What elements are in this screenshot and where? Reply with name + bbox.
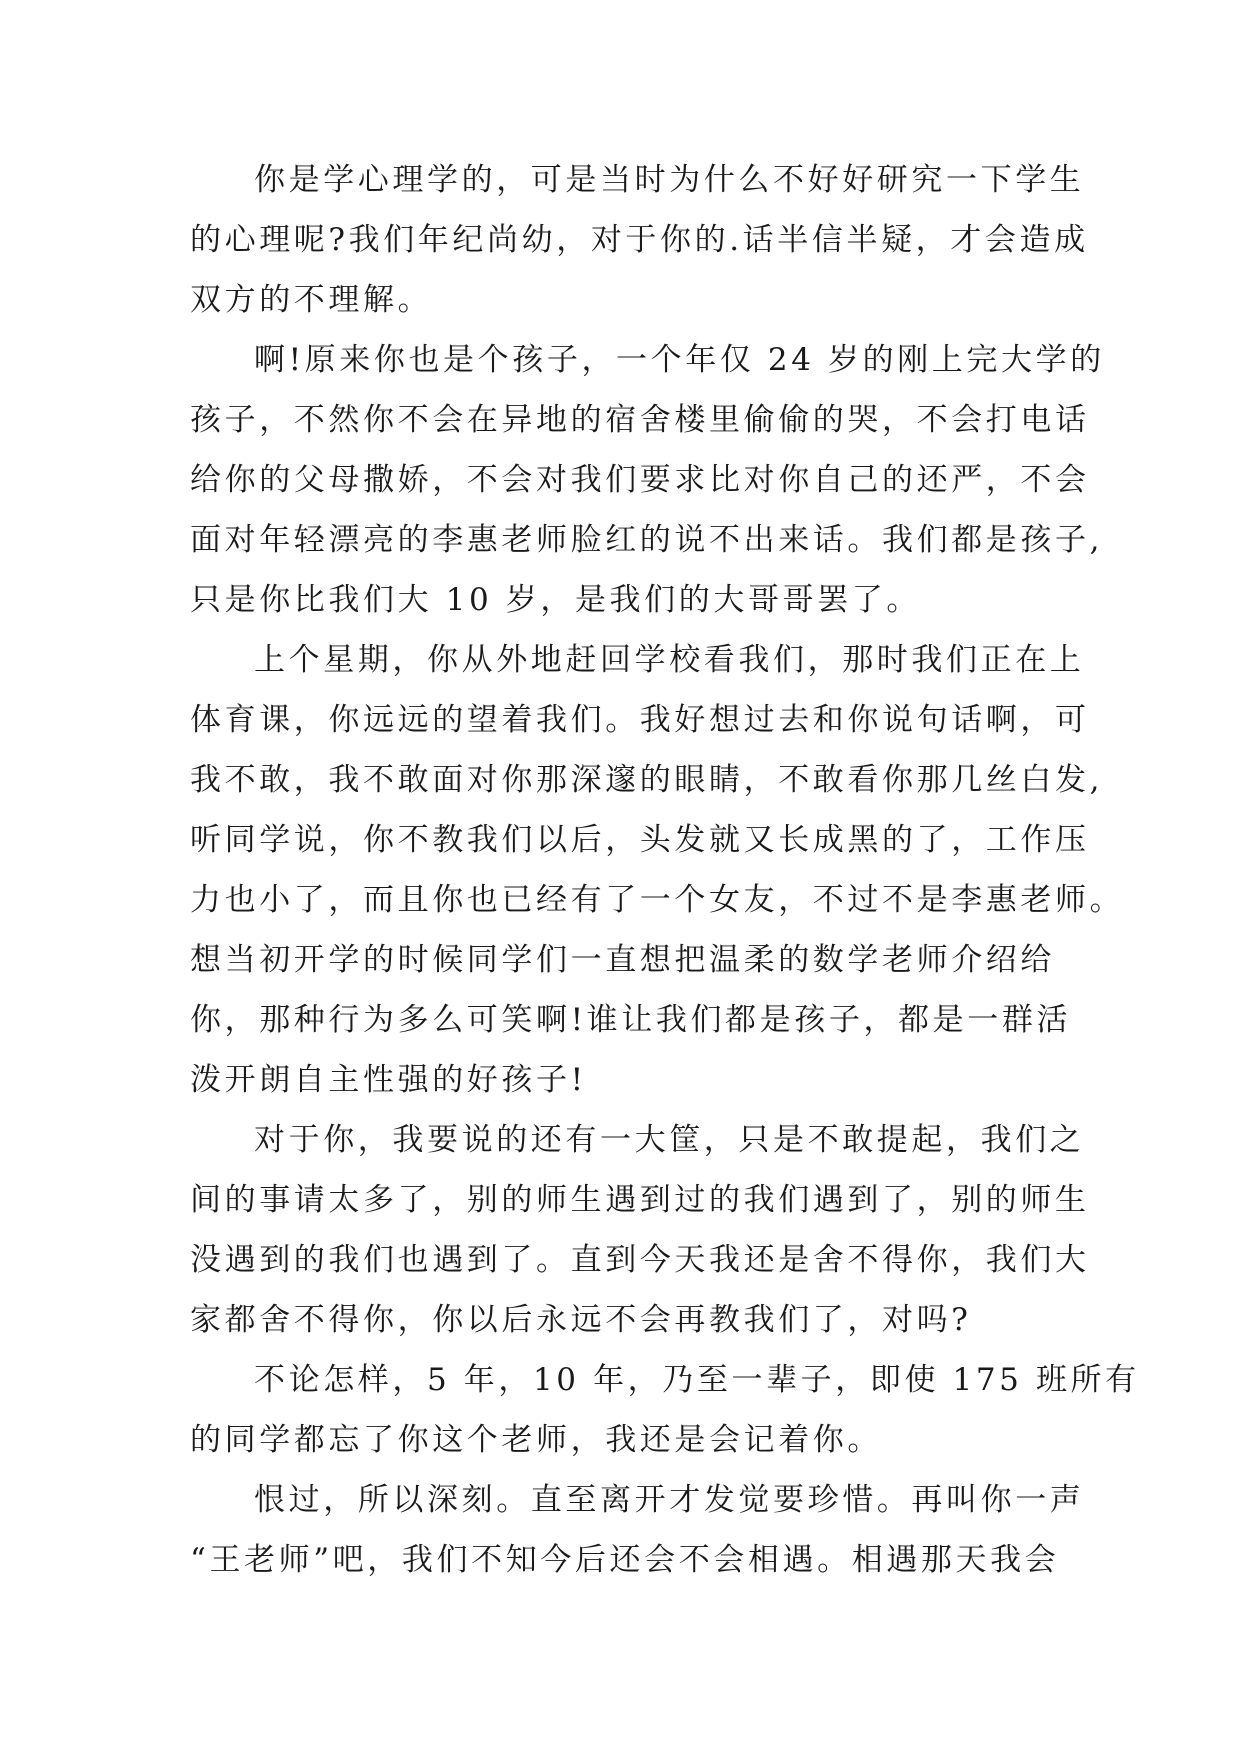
text-line: 只是你比我们大 10 岁，是我们的大哥哥罢了。 xyxy=(190,582,921,618)
paragraph-6 xyxy=(190,1470,1085,1590)
text-line: 体育课，你远远的望着我们。我好想过去和你说句话啊，可 xyxy=(190,702,1090,738)
text-line: 我不敢，我不敢面对你那深邃的眼睛，不敢看你那几丝白发, xyxy=(190,762,1104,798)
paragraph-5 xyxy=(190,1350,1140,1470)
text-line: 你，那种行为多么可笑啊!谁让我们都是孩子，都是一群活 xyxy=(190,1002,1072,1038)
paragraph-4 xyxy=(190,1110,1090,1350)
text-line: 啊!原来你也是个孩子，一个年仅 24 岁的刚上完大学的 xyxy=(254,342,1105,378)
text-line: 泼开朗自主性强的好孩子! xyxy=(190,1062,587,1098)
text-line: 不论怎样，5 年，10 年，乃至一辈子，即使 175 班所有 xyxy=(254,1362,1140,1398)
text-line: 面对年轻漂亮的李惠老师脸红的说不出来话。我们都是孩子, xyxy=(190,522,1104,558)
text-line: 给你的父母撒娇，不会对我们要求比对你自己的还严，不会 xyxy=(190,462,1090,498)
document-page xyxy=(190,150,1140,1590)
text-line: 听同学说，你不教我们以后，头发就又长成黑的了，工作压 xyxy=(190,822,1090,858)
text-line: 你是学心理学的，可是当时为什么不好好研究一下学生 xyxy=(254,162,1085,198)
text-line: 双方的不理解。 xyxy=(190,282,433,318)
paragraph-2 xyxy=(190,330,1105,630)
text-line: 力也小了，而且你也已经有了一个女友，不过不是李惠老师。 xyxy=(190,882,1125,918)
text-line: “王老师”吧，我们不知今后还会不会相遇。相遇那天我会 xyxy=(190,1542,1060,1578)
text-line: 孩子，不然你不会在异地的宿舍楼里偷偷的哭，不会打电话 xyxy=(190,402,1090,438)
text-line: 想当初开学的时候同学们一直想把温柔的数学老师介绍给 xyxy=(190,942,1055,978)
text-line: 恨过，所以深刻。直至离开才发觉要珍惜。再叫你一声 xyxy=(254,1482,1085,1518)
paragraph-1 xyxy=(190,150,1089,330)
text-line: 上个星期，你从外地赶回学校看我们，那时我们正在上 xyxy=(254,642,1085,678)
text-line: 没遇到的我们也遇到了。直到今天我还是舍不得你，我们大 xyxy=(190,1242,1090,1278)
text-line: 的同学都忘了你这个老师，我还是会记着你。 xyxy=(190,1422,882,1458)
text-line: 的心理呢?我们年纪尚幼，对于你的.话半信半疑，才会造成 xyxy=(190,222,1089,258)
text-line: 家都舍不得你，你以后永远不会再教我们了，对吗? xyxy=(190,1302,972,1338)
text-line: 间的事请太多了，别的师生遇到过的我们遇到了，别的师生 xyxy=(190,1182,1090,1218)
paragraph-3 xyxy=(190,630,1125,1110)
text-line: 对于你，我要说的还有一大筐，只是不敢提起，我们之 xyxy=(254,1122,1085,1158)
